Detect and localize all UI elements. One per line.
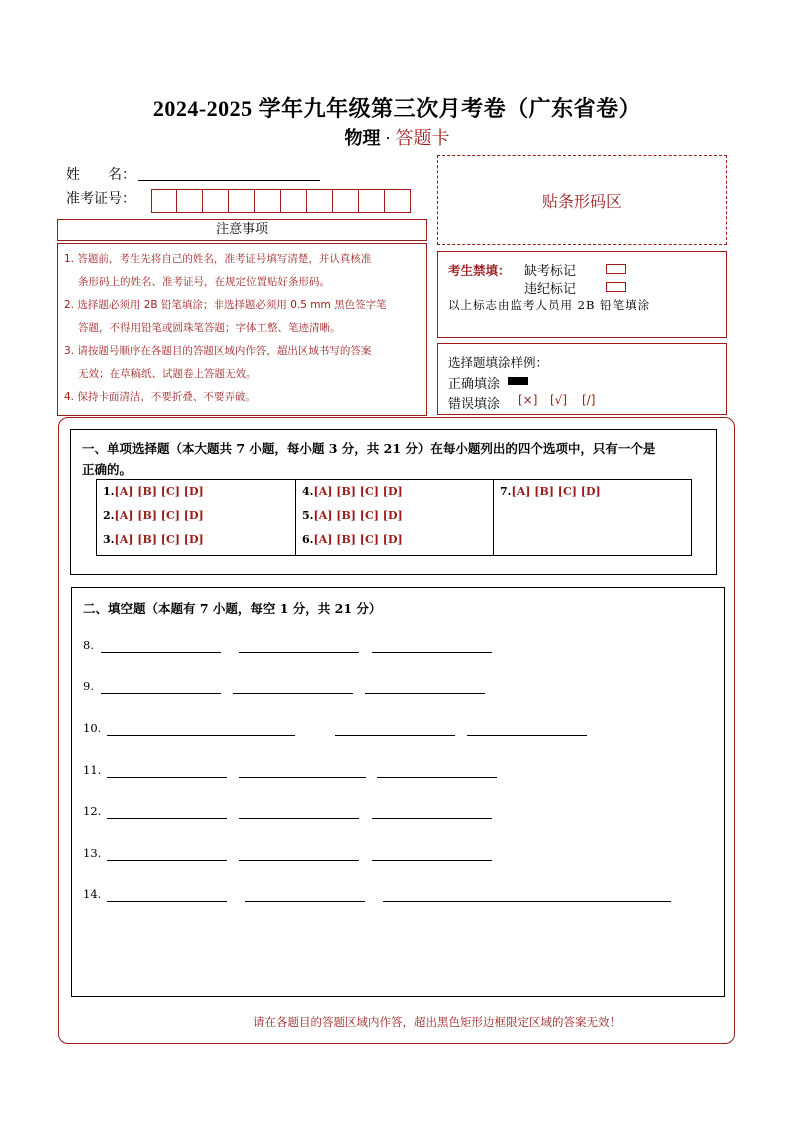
exam-id-digit-box[interactable] bbox=[203, 189, 229, 213]
question-number: 7. bbox=[500, 485, 512, 498]
notice-item bbox=[64, 248, 422, 294]
question-number: 3. bbox=[103, 533, 115, 546]
notice-item-text: 条形码上的姓名、准考证号，在规定位置贴好条形码。 bbox=[78, 276, 330, 288]
notice-item-text: 答题，不得用铅笔或圆珠笔答题；字体工整、笔迹清晰。 bbox=[78, 322, 341, 334]
answer-blank[interactable] bbox=[107, 901, 227, 902]
answer-blank[interactable] bbox=[383, 901, 671, 902]
card-name-label: 答题卡 bbox=[395, 128, 450, 148]
question-number: 5. bbox=[302, 509, 314, 522]
choice-row[interactable] bbox=[494, 480, 692, 504]
exam-id-digit-box[interactable] bbox=[333, 189, 359, 213]
answer-blank[interactable] bbox=[233, 693, 353, 694]
exam-id-boxes[interactable] bbox=[151, 189, 411, 213]
choice-options[interactable]: [A] [B] [C] [D] bbox=[313, 509, 403, 522]
footer-warning: 请在各题目的答题区域内作答，超出黑色矩形边框限定区域的答案无效！ bbox=[253, 1015, 621, 1029]
answer-blank[interactable] bbox=[377, 777, 497, 778]
notice-item-text: 无效；在草稿纸、试题卷上答题无效。 bbox=[78, 368, 257, 380]
question-number: 13. bbox=[83, 846, 102, 860]
answer-blank[interactable] bbox=[239, 652, 359, 653]
choice-row[interactable] bbox=[296, 504, 494, 528]
notice-item-text: 请按题号顺序在各题目的答题区域内作答，超出区域书写的答案 bbox=[77, 345, 372, 357]
exam-id-label: 准考证号： bbox=[66, 191, 136, 207]
answer-blank[interactable] bbox=[335, 735, 455, 736]
question-number: 14. bbox=[83, 887, 102, 901]
choice-options[interactable]: [A] [B] [C] [D] bbox=[313, 533, 403, 546]
notice-item bbox=[64, 294, 422, 340]
exam-id-digit-box[interactable] bbox=[151, 189, 177, 213]
fill-example-box bbox=[437, 343, 727, 415]
violation-mark-label: 违纪标记 bbox=[524, 282, 577, 297]
wrong-fill-label: 错误填涂 bbox=[448, 397, 501, 412]
exam-id-digit-box[interactable] bbox=[385, 189, 411, 213]
correct-fill-sample bbox=[508, 377, 528, 385]
ban-note: 以上标志由监考人员用 2B 铅笔填涂 bbox=[448, 298, 651, 312]
wrong-mark-slash: [/] bbox=[582, 393, 596, 407]
question-number: 11. bbox=[83, 763, 102, 777]
choice-row[interactable] bbox=[296, 480, 494, 504]
answer-blank[interactable] bbox=[245, 901, 365, 902]
question-number: 9. bbox=[83, 679, 94, 693]
choice-row[interactable] bbox=[97, 528, 295, 552]
notice-heading: 注意事项 bbox=[57, 219, 427, 241]
answer-blank[interactable] bbox=[239, 777, 366, 778]
notice-item-number: 1. bbox=[64, 253, 75, 265]
notice-item-number: 4. bbox=[64, 391, 75, 403]
example-heading: 选择题填涂样例： bbox=[448, 355, 549, 370]
absent-mark-box[interactable] bbox=[606, 264, 626, 274]
answer-blank[interactable] bbox=[467, 735, 587, 736]
answer-blank[interactable] bbox=[372, 652, 492, 653]
name-field[interactable] bbox=[138, 180, 320, 181]
choice-options[interactable]: [A] [B] [C] [D] bbox=[114, 533, 204, 546]
choice-options[interactable]: [A] [B] [C] [D] bbox=[511, 485, 601, 498]
notice-item bbox=[64, 386, 422, 409]
section2-title: 二、填空题（本题有 7 小题，每空 1 分，共 21 分） bbox=[83, 601, 382, 616]
name-label: 姓 名： bbox=[66, 167, 136, 183]
question-number: 1. bbox=[103, 485, 115, 498]
exam-id-digit-box[interactable] bbox=[281, 189, 307, 213]
choice-row[interactable] bbox=[97, 480, 295, 504]
wrong-mark-cross: [×] bbox=[518, 393, 538, 407]
answer-blank[interactable] bbox=[107, 735, 295, 736]
subtitle bbox=[0, 124, 794, 150]
section1-title-text-cont: 正确的。 bbox=[82, 462, 133, 477]
section1-title bbox=[82, 438, 712, 480]
choice-grid bbox=[96, 479, 692, 556]
question-number: 8. bbox=[83, 638, 94, 652]
answer-blank[interactable] bbox=[107, 818, 227, 819]
choice-row[interactable] bbox=[296, 528, 494, 552]
exam-id-digit-box[interactable] bbox=[307, 189, 333, 213]
answer-blank[interactable] bbox=[365, 693, 485, 694]
choice-row[interactable] bbox=[97, 504, 295, 528]
question-number: 4. bbox=[302, 485, 314, 498]
question-number: 12. bbox=[83, 804, 102, 818]
violation-mark-box[interactable] bbox=[606, 282, 626, 292]
exam-id-digit-box[interactable] bbox=[229, 189, 255, 213]
page-title: 2024-2025 学年九年级第三次月考卷（广东省卷） bbox=[152, 96, 642, 121]
exam-id-digit-box[interactable] bbox=[177, 189, 203, 213]
correct-fill-label: 正确填涂 bbox=[448, 377, 501, 392]
choice-options[interactable]: [A] [B] [C] [D] bbox=[114, 509, 204, 522]
notice-box bbox=[57, 243, 427, 416]
answer-blank[interactable] bbox=[101, 652, 221, 653]
choice-options[interactable]: [A] [B] [C] [D] bbox=[313, 485, 403, 498]
exam-id-digit-box[interactable] bbox=[255, 189, 281, 213]
proctor-only-box bbox=[437, 251, 727, 338]
choice-column bbox=[295, 480, 494, 555]
notice-item-number: 3. bbox=[64, 345, 75, 357]
exam-id-digit-box[interactable] bbox=[359, 189, 385, 213]
barcode-area bbox=[437, 155, 727, 245]
choice-column bbox=[493, 480, 692, 555]
title-separator: · bbox=[385, 128, 391, 148]
question-number: 2. bbox=[103, 509, 115, 522]
wrong-mark-check: [√] bbox=[550, 393, 568, 407]
answer-blank[interactable] bbox=[101, 693, 221, 694]
answer-blank[interactable] bbox=[372, 818, 492, 819]
question-number: 6. bbox=[302, 533, 314, 546]
answer-blank[interactable] bbox=[372, 860, 492, 861]
notice-item-number: 2. bbox=[64, 299, 75, 311]
question-number: 10. bbox=[83, 721, 102, 735]
section1-title-text: 一、单项选择题（本大题共 7 小题，每小题 3 分，共 21 分）在每小题列出的四个选项中，只有一个是 bbox=[82, 441, 656, 456]
notice-item-text: 保持卡面清洁，不要折叠、不要弄破。 bbox=[77, 391, 256, 403]
choice-options[interactable]: [A] [B] [C] [D] bbox=[114, 485, 204, 498]
notice-item-text: 选择题必须用 2B 铅笔填涂；非选择题必须用 0.5 mm 黑色签字笔 bbox=[77, 299, 387, 311]
notice-item bbox=[64, 340, 422, 386]
section-fill-blank bbox=[71, 587, 725, 997]
ban-label: 考生禁填： bbox=[448, 263, 511, 278]
notice-item-text: 答题前，考生先将自己的姓名，准考证号填写清楚，并认真核准 bbox=[77, 253, 372, 265]
subject-label: 物理 bbox=[344, 128, 381, 148]
answer-blank[interactable] bbox=[239, 860, 359, 861]
answer-blank[interactable] bbox=[239, 818, 359, 819]
choice-column bbox=[97, 480, 295, 555]
absent-mark-label: 缺考标记 bbox=[524, 264, 577, 279]
answer-blank[interactable] bbox=[107, 777, 227, 778]
answer-blank[interactable] bbox=[107, 860, 227, 861]
barcode-area-label: 贴条形码区 bbox=[541, 191, 622, 211]
